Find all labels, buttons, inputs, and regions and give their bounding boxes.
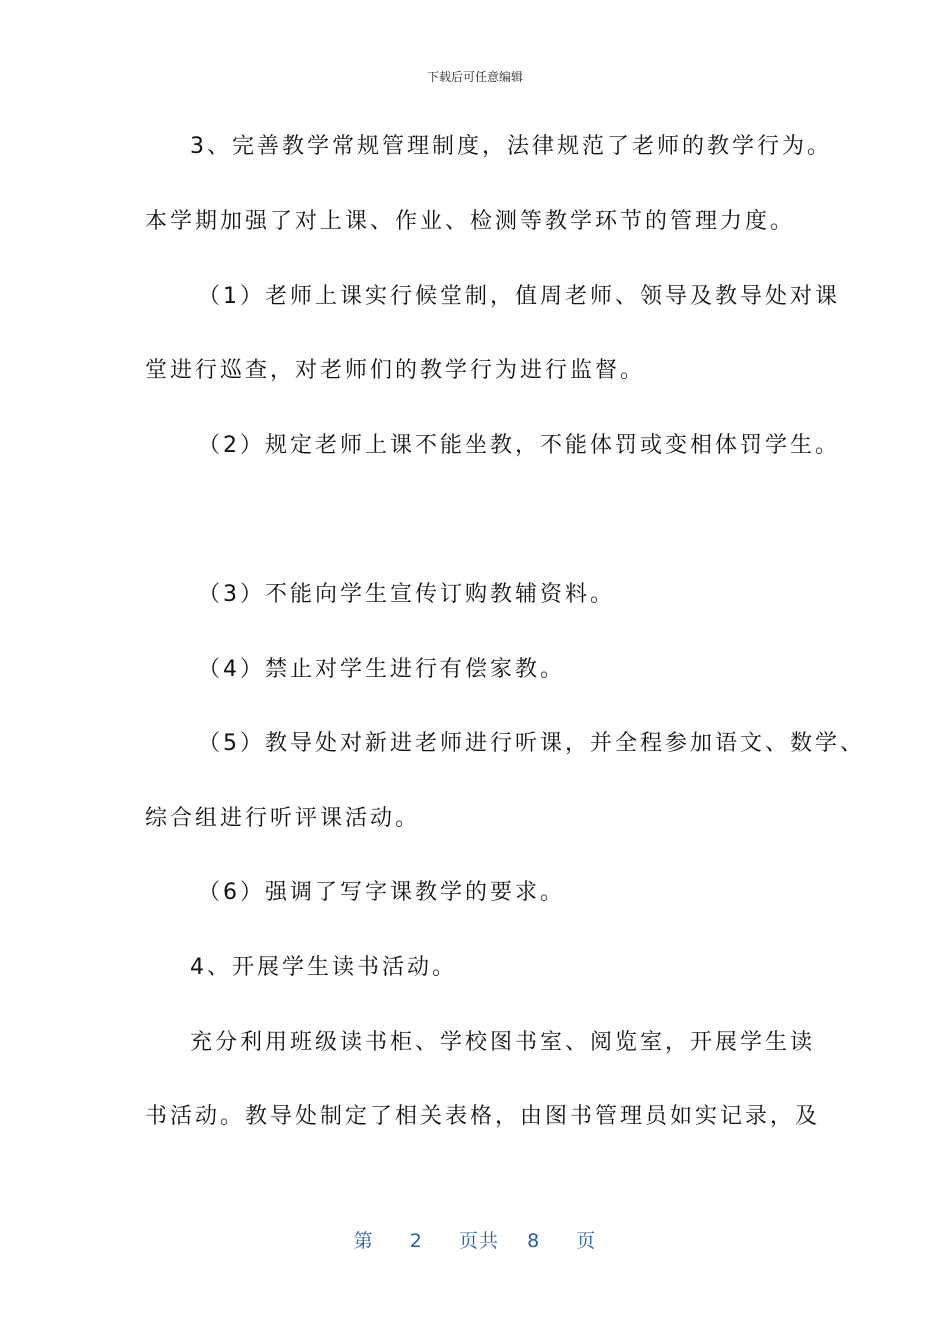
body-line: 3、完善教学常规管理制度，法律规范了老师的教学行为。 (190, 134, 832, 159)
page-footer (0, 1226, 950, 1253)
body-line: 综合组进行听评课活动。 (145, 806, 421, 831)
body-line: （1）老师上课实行候堂制，值周老师、领导及教导处对课 (198, 284, 840, 309)
footer-page-number: 2 (409, 1230, 423, 1252)
body-line: 4、开展学生读书活动。 (190, 955, 457, 980)
footer-middle: 页共 (458, 1230, 499, 1252)
body-line: 充分利用班级读书柜、学校图书室、阅览室，开展学生读 (190, 1030, 816, 1055)
footer-total-pages: 8 (527, 1230, 541, 1252)
body-line: （4）禁止对学生进行有偿家教。 (198, 657, 565, 682)
page-header: 下载后可任意编辑 (426, 70, 523, 84)
body-line: （6）强调了写字课教学的要求。 (198, 880, 565, 905)
body-line: （3）不能向学生宣传订购教辅资料。 (198, 582, 615, 607)
body-line: 书活动。教导处制定了相关表格，由图书管理员如实记录，及 (145, 1104, 821, 1129)
body-line: （5）教导处对新进老师进行听课，并全程参加语文、数学、 (198, 731, 865, 756)
body-line: 本学期加强了对上课、作业、检测等教学环节的管理力度。 (145, 209, 796, 234)
body-line: （2）规定老师上课不能坐教，不能体罚或变相体罚学生。 (198, 433, 840, 458)
footer-prefix: 第 (353, 1230, 374, 1252)
body-line: 堂进行巡查，对老师们的教学行为进行监督。 (145, 358, 646, 383)
footer-suffix: 页 (576, 1230, 597, 1252)
